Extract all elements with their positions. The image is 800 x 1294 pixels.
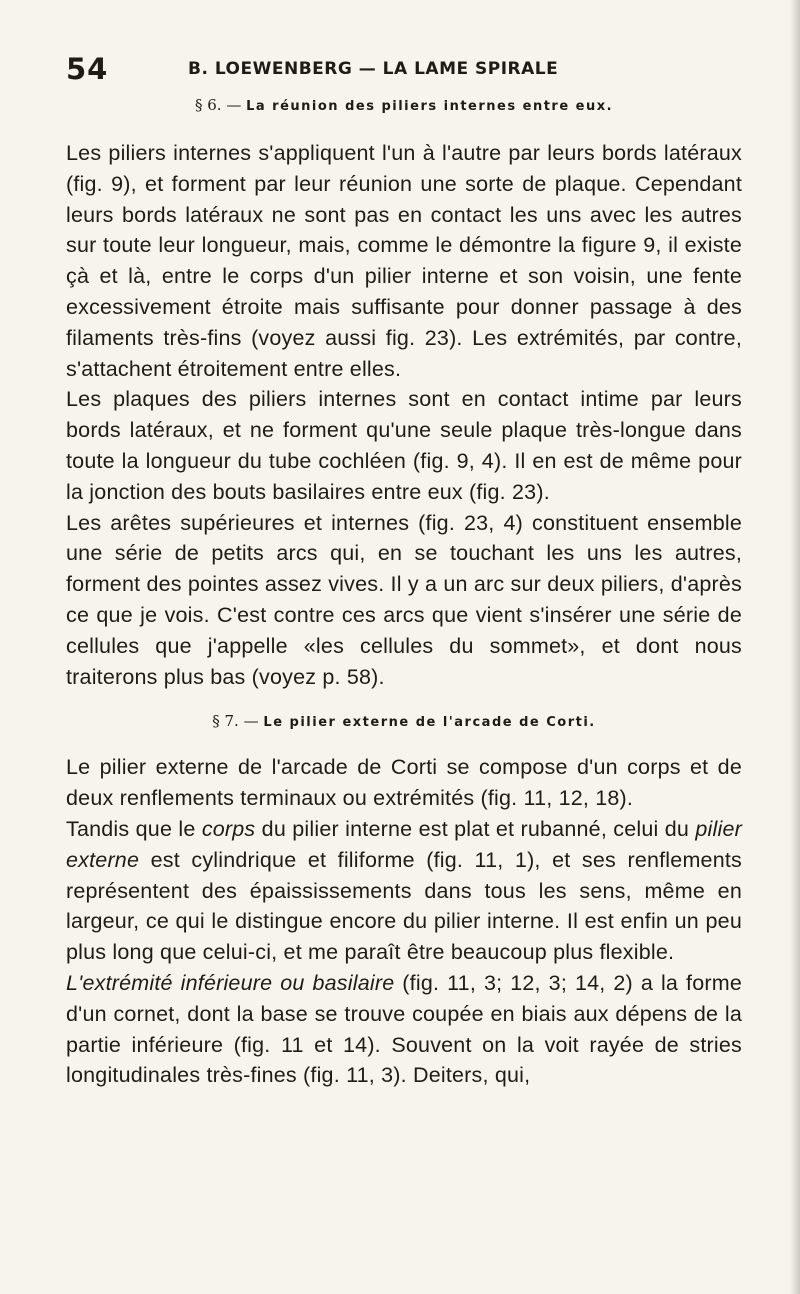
running-title: B. LOEWENBERG — LA LAME SPIRALE <box>188 59 559 79</box>
book-page <box>66 48 742 1091</box>
section-number: § 6. <box>194 96 222 114</box>
paragraph: Le pilier externe de l'arcade de Corti se compose d'un corps et de deux renflements terminaux ou extrémités (fig. 11, 12, 18). <box>66 755 742 811</box>
italic-term: corps <box>201 816 256 841</box>
section-dash: — <box>243 712 259 731</box>
italic-term: L' <box>66 970 83 995</box>
text-run: du pilier interne est plat et rubanné, celui du <box>255 816 696 841</box>
paragraph: Les plaques des piliers internes sont en contact intime par leurs bords latéraux, et ne forment qu'une seule plaque très-longue dans toute la longueur du tube cochléen (fig. 9, 4). Il en est de même pour la jonction des bouts basilaires entre eux (fig. 23). <box>66 387 742 504</box>
paragraph <box>66 814 742 968</box>
section-dash: — <box>226 96 242 114</box>
text-run: est cylindrique et filiforme (fig. 11, 1), et ses renflements représentent des épaississements dans tous les sens, même en largeur, ce qui le distingue encore du pilier interne. Il est enfin un peu plus long que celui-ci, et me paraît être beaucoup plus flexible. <box>66 847 742 965</box>
paragraph: Les piliers internes s'appliquent l'un à l'autre par leurs bords latéraux (fig. 9), et forment par leur réunion une sorte de plaque. Cependant leurs bords latéraux ne sont pas en contact les uns avec les autres sur toute leur longueur, mais, comme le démontre la figure 9, il existe çà et là, entre le corps d'un pilier interne et son voisin, une fente excessivement étroite mais suffisante pour donner passage à des filaments très-fins (voyez aussi fig. 23). Les extrémités, par contre, s'attachent étroitement entre elles. <box>66 141 742 381</box>
paragraph <box>66 968 742 1091</box>
text-run: (fig. 11, 3; 12, 3; 14, 2) a la forme d'un cornet, dont la base se trouve coupée en biais aux dépens de la partie inférieure (fig. 11 et 14). Souvent on la voit rayée de stries longitudinales très-fines (fig. 11, 3). Deiters, qui, <box>66 970 742 1088</box>
section-title: Le pilier externe de l'arcade de Corti. <box>263 715 596 731</box>
page-edge-shadow <box>790 0 800 1294</box>
page-number: 54 <box>66 52 109 86</box>
section-7-body <box>66 752 742 1091</box>
section-number: § 7. <box>212 712 239 731</box>
italic-term: pilier externe <box>66 816 742 872</box>
section-title: La réunion des piliers internes entre eux. <box>246 99 614 114</box>
section-heading-6 <box>66 96 742 114</box>
section-6-body <box>66 138 742 692</box>
italic-term: extrémité inférieure ou basilaire <box>82 970 395 995</box>
paragraph: Les arêtes supérieures et internes (fig. 23, 4) constituent ensemble une série de petits arcs qui, en se touchant les uns les autres, forment des pointes assez vives. Il y a un arc sur deux piliers, d'après ce que je vois. C'est contre ces arcs que vient s'insérer une série de cellules que j'appelle «les cellules du sommet», et dont nous traiterons plus bas (voyez p. 58). <box>66 510 742 689</box>
text-run: Tandis que le <box>66 816 202 841</box>
section-heading-7 <box>66 712 742 730</box>
running-head <box>66 48 742 88</box>
